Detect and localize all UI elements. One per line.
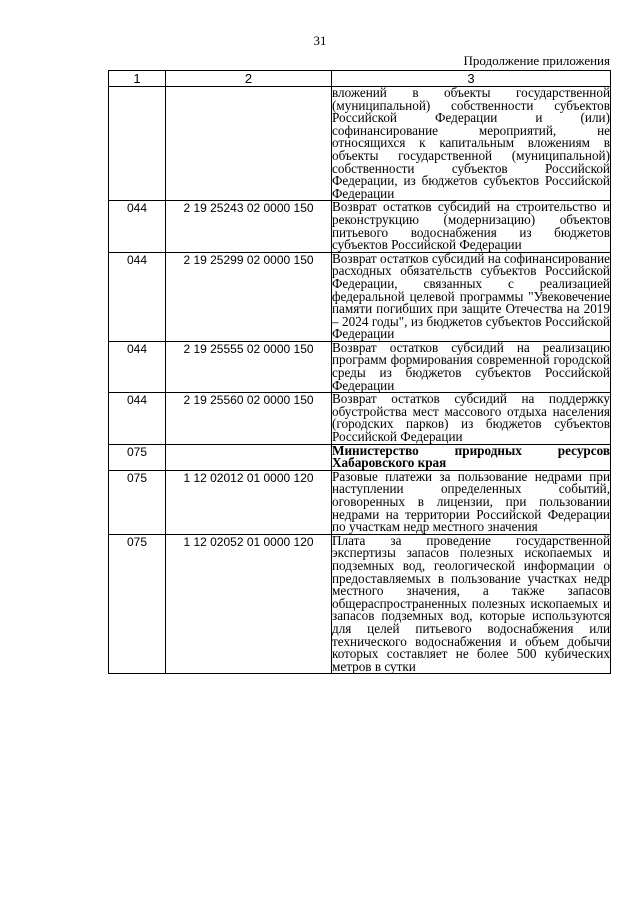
description-cell: Плата за проведение государственной экспертизы запасов полезных ископаемых и подземных вод, геологической информации о предоставляемых в пользование участках недр местного значения, а также запасов общераспространенных полезных ископаемых и запасов подземных вод, которые используются для целей питьевого водоснабжения или технического водоснабжения и объем добычи которых составляет не более 500 кубических метров в сутки <box>332 532 610 674</box>
kbk-code-cell: 2 19 25560 02 0000 150 <box>166 393 332 444</box>
table-row-ministry-heading <box>109 444 611 470</box>
column-header-3: 3 <box>332 71 611 87</box>
table-row <box>109 341 611 392</box>
kbk-code-cell <box>166 87 332 201</box>
admin-code-cell: 044 <box>109 252 166 341</box>
column-header-2: 2 <box>166 71 332 87</box>
page-number: 31 <box>313 33 327 48</box>
table-row <box>109 87 611 201</box>
kbk-code-cell <box>166 444 332 470</box>
description-cell: Разовые платежи за пользование недрами при наступлении определенных событий, оговоренных в лицензии, при пользовании недрами на территории Российской Федерации по участкам недр местного значения <box>332 468 610 535</box>
table-row <box>109 393 611 444</box>
ministry-heading-cell: Министерство природных ресурсов Хабаровского края <box>332 442 610 471</box>
admin-code-cell: 075 <box>109 534 166 674</box>
admin-code-cell: 044 <box>109 341 166 392</box>
kbk-code-cell: 2 19 25555 02 0000 150 <box>166 341 332 392</box>
revenue-codes-table <box>108 70 611 674</box>
admin-code-cell: 075 <box>109 470 166 534</box>
continuation-label: Продолжение приложения <box>463 53 610 68</box>
column-header-1: 1 <box>109 71 166 87</box>
admin-code-cell: 044 <box>109 201 166 252</box>
admin-code-cell <box>109 87 166 201</box>
table-row <box>109 252 611 341</box>
admin-code-cell: 044 <box>109 393 166 444</box>
kbk-code-cell: 2 19 25243 02 0000 150 <box>166 201 332 252</box>
description-cell: Возврат остатков субсидий на реализацию программ формирования современной городской среды из бюджетов субъектов Российской Федерации <box>332 339 610 393</box>
kbk-code-cell: 2 19 25299 02 0000 150 <box>166 252 332 341</box>
table-row <box>109 201 611 252</box>
kbk-code-cell: 1 12 02012 01 0000 120 <box>166 470 332 534</box>
description-cell: вложений в объекты государственной (муниципальной) собственности субъектов Российской Федерации и (или) софинансирование мероприятий, не относящихся к капитальным вложениям в объекты государственной (муниципальной) собственности субъектов Российской Федерации, из бюджетов субъектов Российской Федерации <box>332 85 610 201</box>
description-cell: Возврат остатков субсидий на поддержку обустройства мест массового отдыха населения (городских парков) из бюджетов субъектов Российской Федерации <box>332 391 610 445</box>
table-row <box>109 534 611 674</box>
table-row <box>109 470 611 534</box>
kbk-code-cell: 1 12 02052 01 0000 120 <box>166 534 332 674</box>
description-cell: Возврат остатков субсидий на софинансирование расходных обязательств субъектов Российской Федерации, связанных с реализацией федеральной целевой программы "Увековечение памяти погибших при защите Отечества на 2019 – 2024 годы", из бюджетов субъектов Российской Федерации <box>332 250 610 342</box>
admin-code-cell: 075 <box>109 444 166 470</box>
description-cell: Возврат остатков субсидий на строительство и реконструкцию (модернизацию) объектов питьевого водоснабжения из бюджетов субъектов Российской Федерации <box>332 199 610 253</box>
